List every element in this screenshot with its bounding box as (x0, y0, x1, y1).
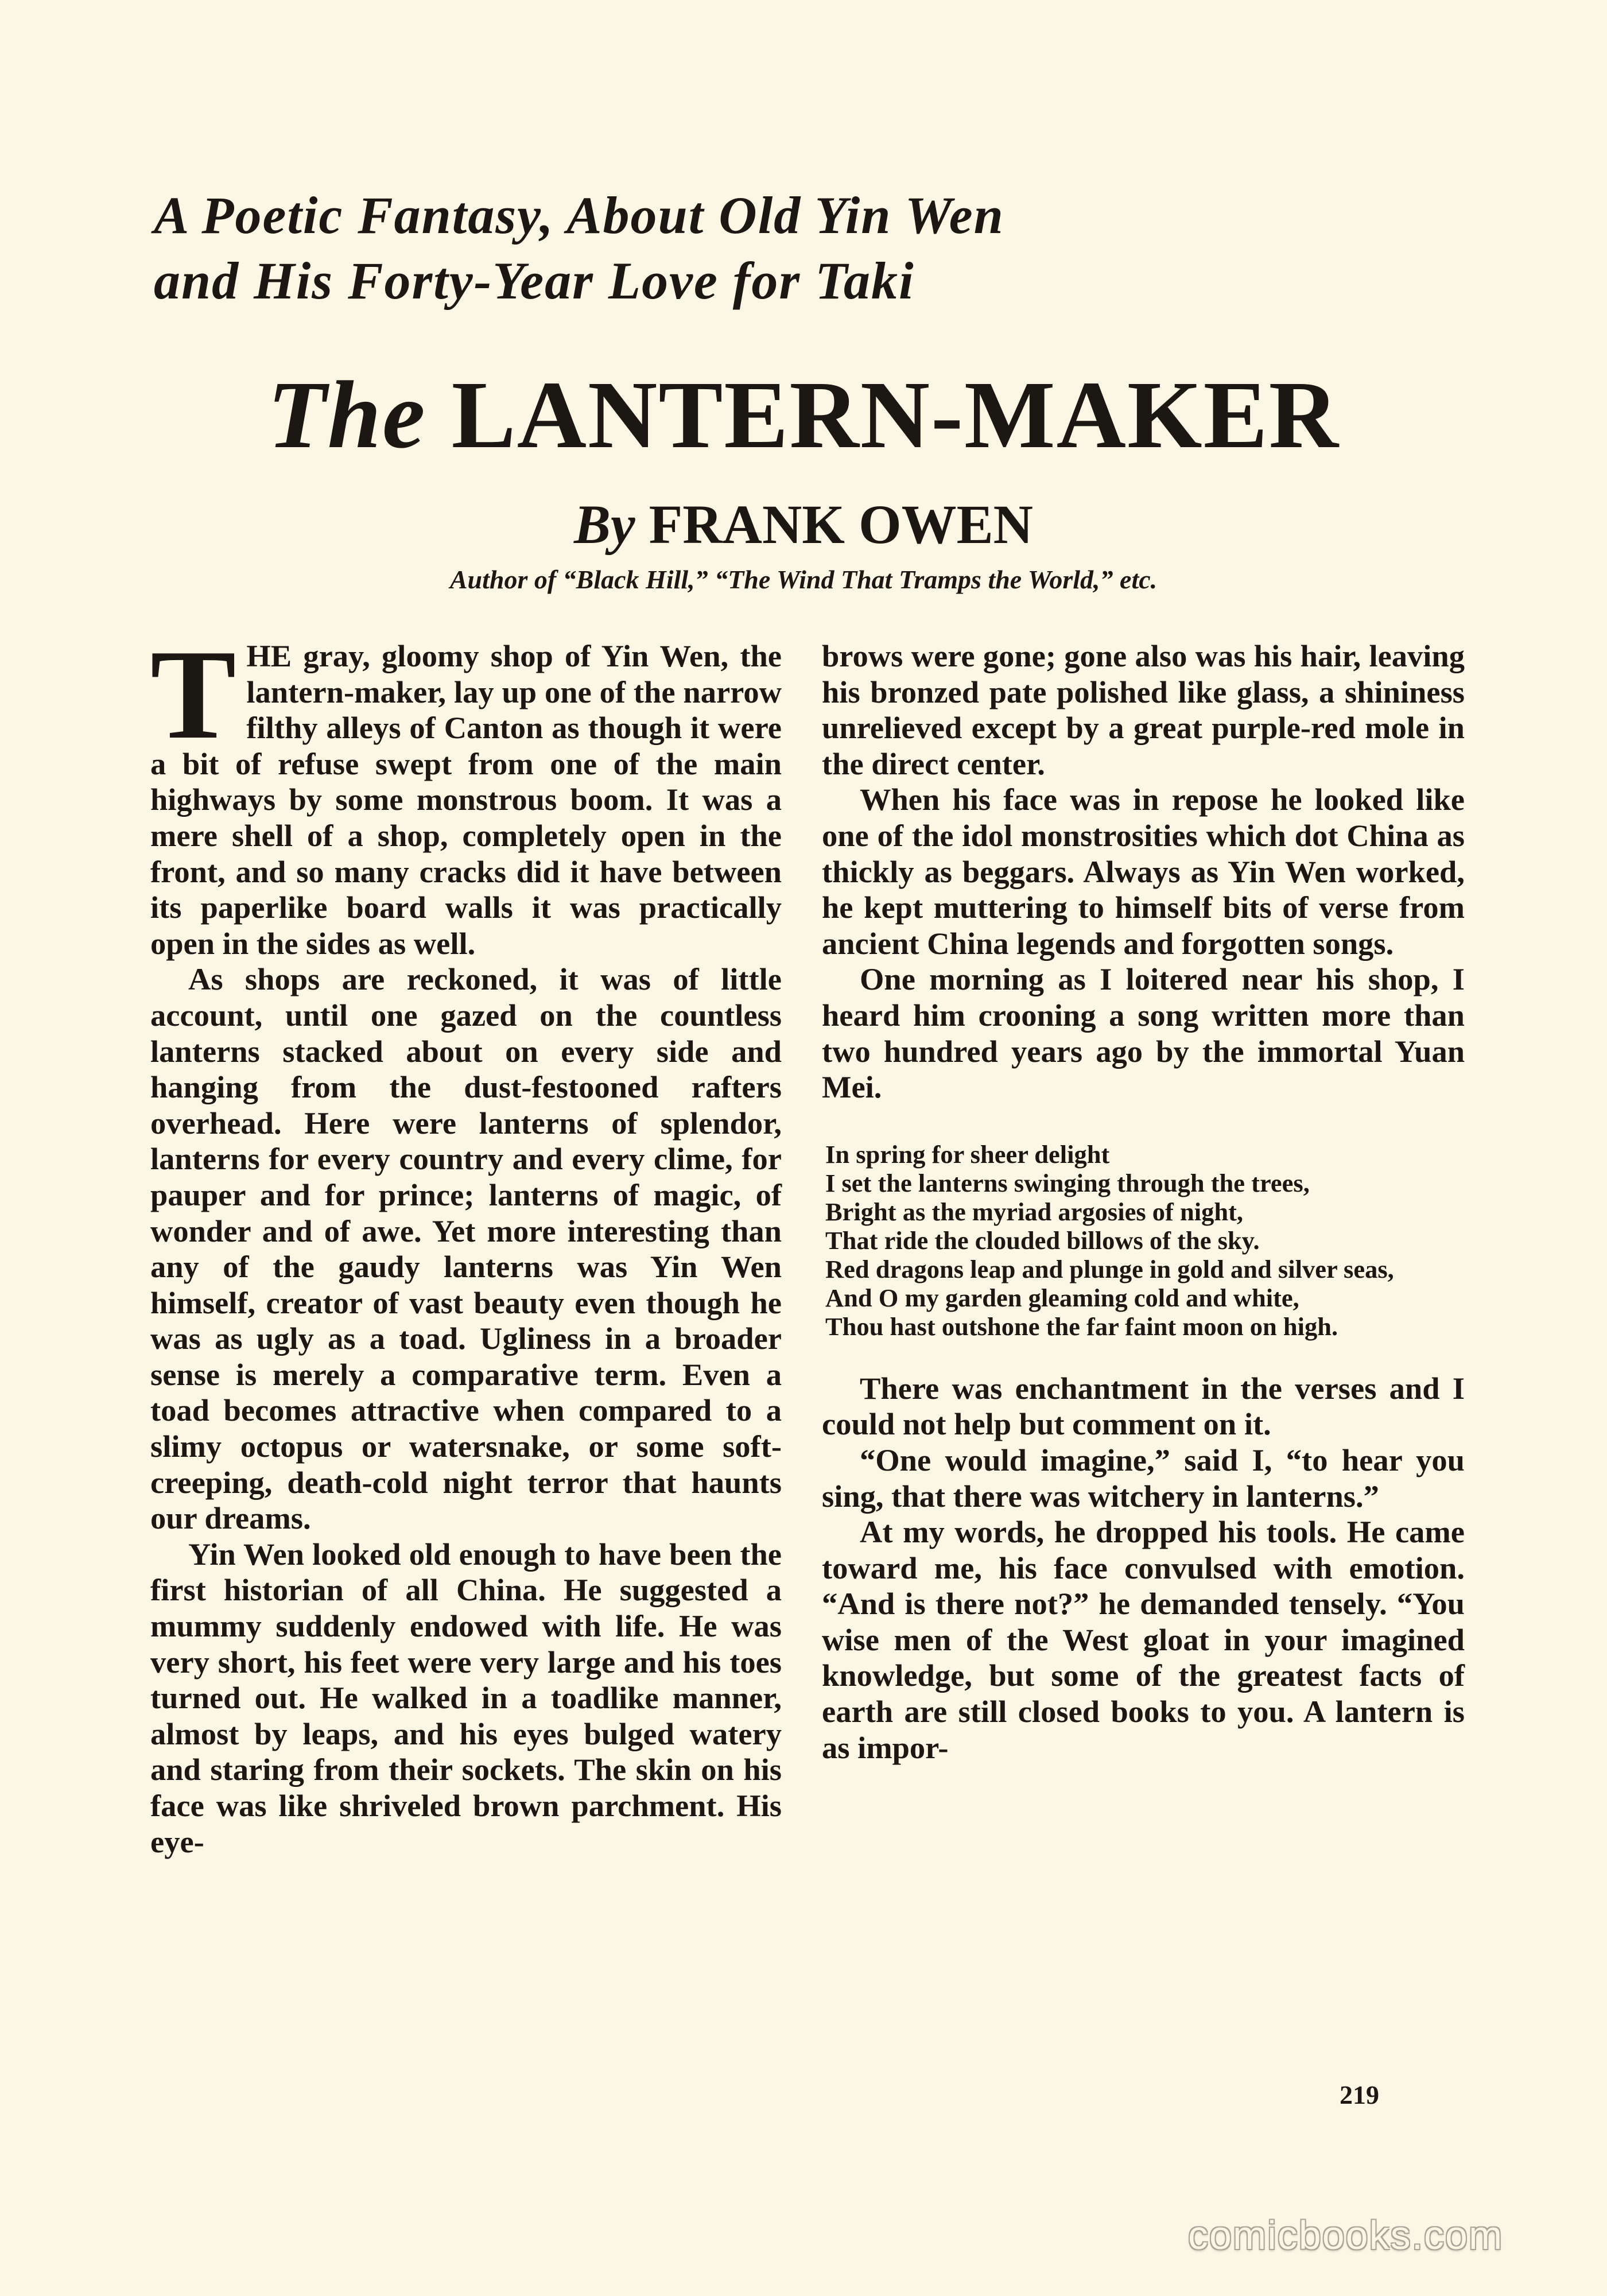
byline (0, 491, 1607, 558)
story-title (0, 360, 1607, 470)
poem-line: I set the lanterns swinging through the trees, (825, 1168, 1310, 1197)
poem-line: And O my garden gleaming cold and white, (825, 1283, 1299, 1312)
paragraph: Yin Wen looked old enough to have been the first historian of all China. He suggested a mummy suddenly endowed with life. He was very short, his feet were very large and his toes turned out. He walked in a toadlike manner, almost by leaps, and his eyes bulged watery and staring from their sockets. The skin on his face was like shriveled brown parchment. His eye- (150, 1536, 782, 1859)
paragraph: As shops are reckoned, it was of little account, until one gazed on the countless lanterns stacked about on every side and hanging from the dust-festooned rafters overhead. Here were lanterns of splendor, lanterns for every country and every clime, for pauper and for prince; lanterns of magic, of wonder and of awe. Yet more interesting than any of the gaudy lanterns was Yin Wen himself, creator of vast beauty even though he was as ugly as a toad. Ugliness in a broader sense is merely a comparative term. Even a toad becomes attractive when compared to a slimy octopus or watersnake, or some soft-creeping, death-cold night terror that haunts our dreams. (150, 961, 782, 1536)
page-number: 219 (1340, 2080, 1379, 2109)
story-tagline (154, 183, 1474, 313)
paragraph: There was enchantment in the verses and I could not help but comment on it. (822, 1370, 1465, 1442)
tagline-line-1: A Poetic Fantasy, About Old Yin Wen (154, 186, 1004, 245)
poem (825, 1140, 1465, 1341)
watermark: comicbooks.com (1188, 2213, 1504, 2258)
paragraph-text: HE gray, gloomy shop of Yin Wen, the lantern-maker, lay up one of the narrow filthy alleys of Canton as though it were a bit of refuse swept from one of the main highways by some monstrous boom. It was a mere shell of a shop, completely open in the front, and so many cracks did it have between its paperlike board walls it was practically open in the sides as well. (150, 638, 782, 961)
title-main: LANTERN-MAKER (451, 362, 1340, 468)
poem-line: Thou hast outshone the far faint moon on high. (825, 1312, 1338, 1341)
paragraph (150, 623, 782, 961)
paragraph: brows were gone; gone also was his hair, leaving his bronzed pate polished like glass, a shininess unrelieved except by a great purple-red mole in the direct center. (822, 638, 1465, 781)
poem-line: Red dragons leap and plunge in gold and silver seas, (825, 1254, 1394, 1283)
paragraph: “One would imagine,” said I, “to hear you sing, that there was witchery in lanterns.” (822, 1442, 1465, 1514)
paragraph: At my words, he dropped his tools. He came toward me, his face convulsed with emotion. “And is there not?” he demanded tensely. “You wise men of the West gloat in your imagined knowledge, but some of the greatest facts of earth are still closed books to you. A lantern is as impor- (822, 1514, 1465, 1765)
left-column (150, 623, 782, 1860)
tagline-line-2: and His Forty-Year Love for Taki (154, 251, 915, 310)
byline-by: By (574, 494, 635, 555)
poem-line: That ride the clouded billows of the sky. (825, 1225, 1260, 1255)
poem-line: In spring for sheer delight (825, 1139, 1110, 1169)
poem-line: Bright as the myriad argosies of night, (825, 1197, 1244, 1226)
author-credits: Author of “Black Hill,” “The Wind That Tramps the World,” etc. (449, 565, 1158, 594)
drop-cap: T (150, 623, 236, 766)
right-column (822, 638, 1465, 1766)
title-the: The (267, 362, 426, 468)
author-name: FRANK OWEN (649, 494, 1033, 555)
paragraph: One morning as I loitered near his shop, I heard him crooning a song written more than two hundred years ago by the immortal Yuan Mei. (822, 961, 1465, 1105)
paragraph: When his face was in repose he looked like one of the idol monstrosities which dot China as thickly as beggars. Always as Yin Wen worked, he kept muttering to himself bits of verse from ancient China legends and forgotten songs. (822, 782, 1465, 961)
